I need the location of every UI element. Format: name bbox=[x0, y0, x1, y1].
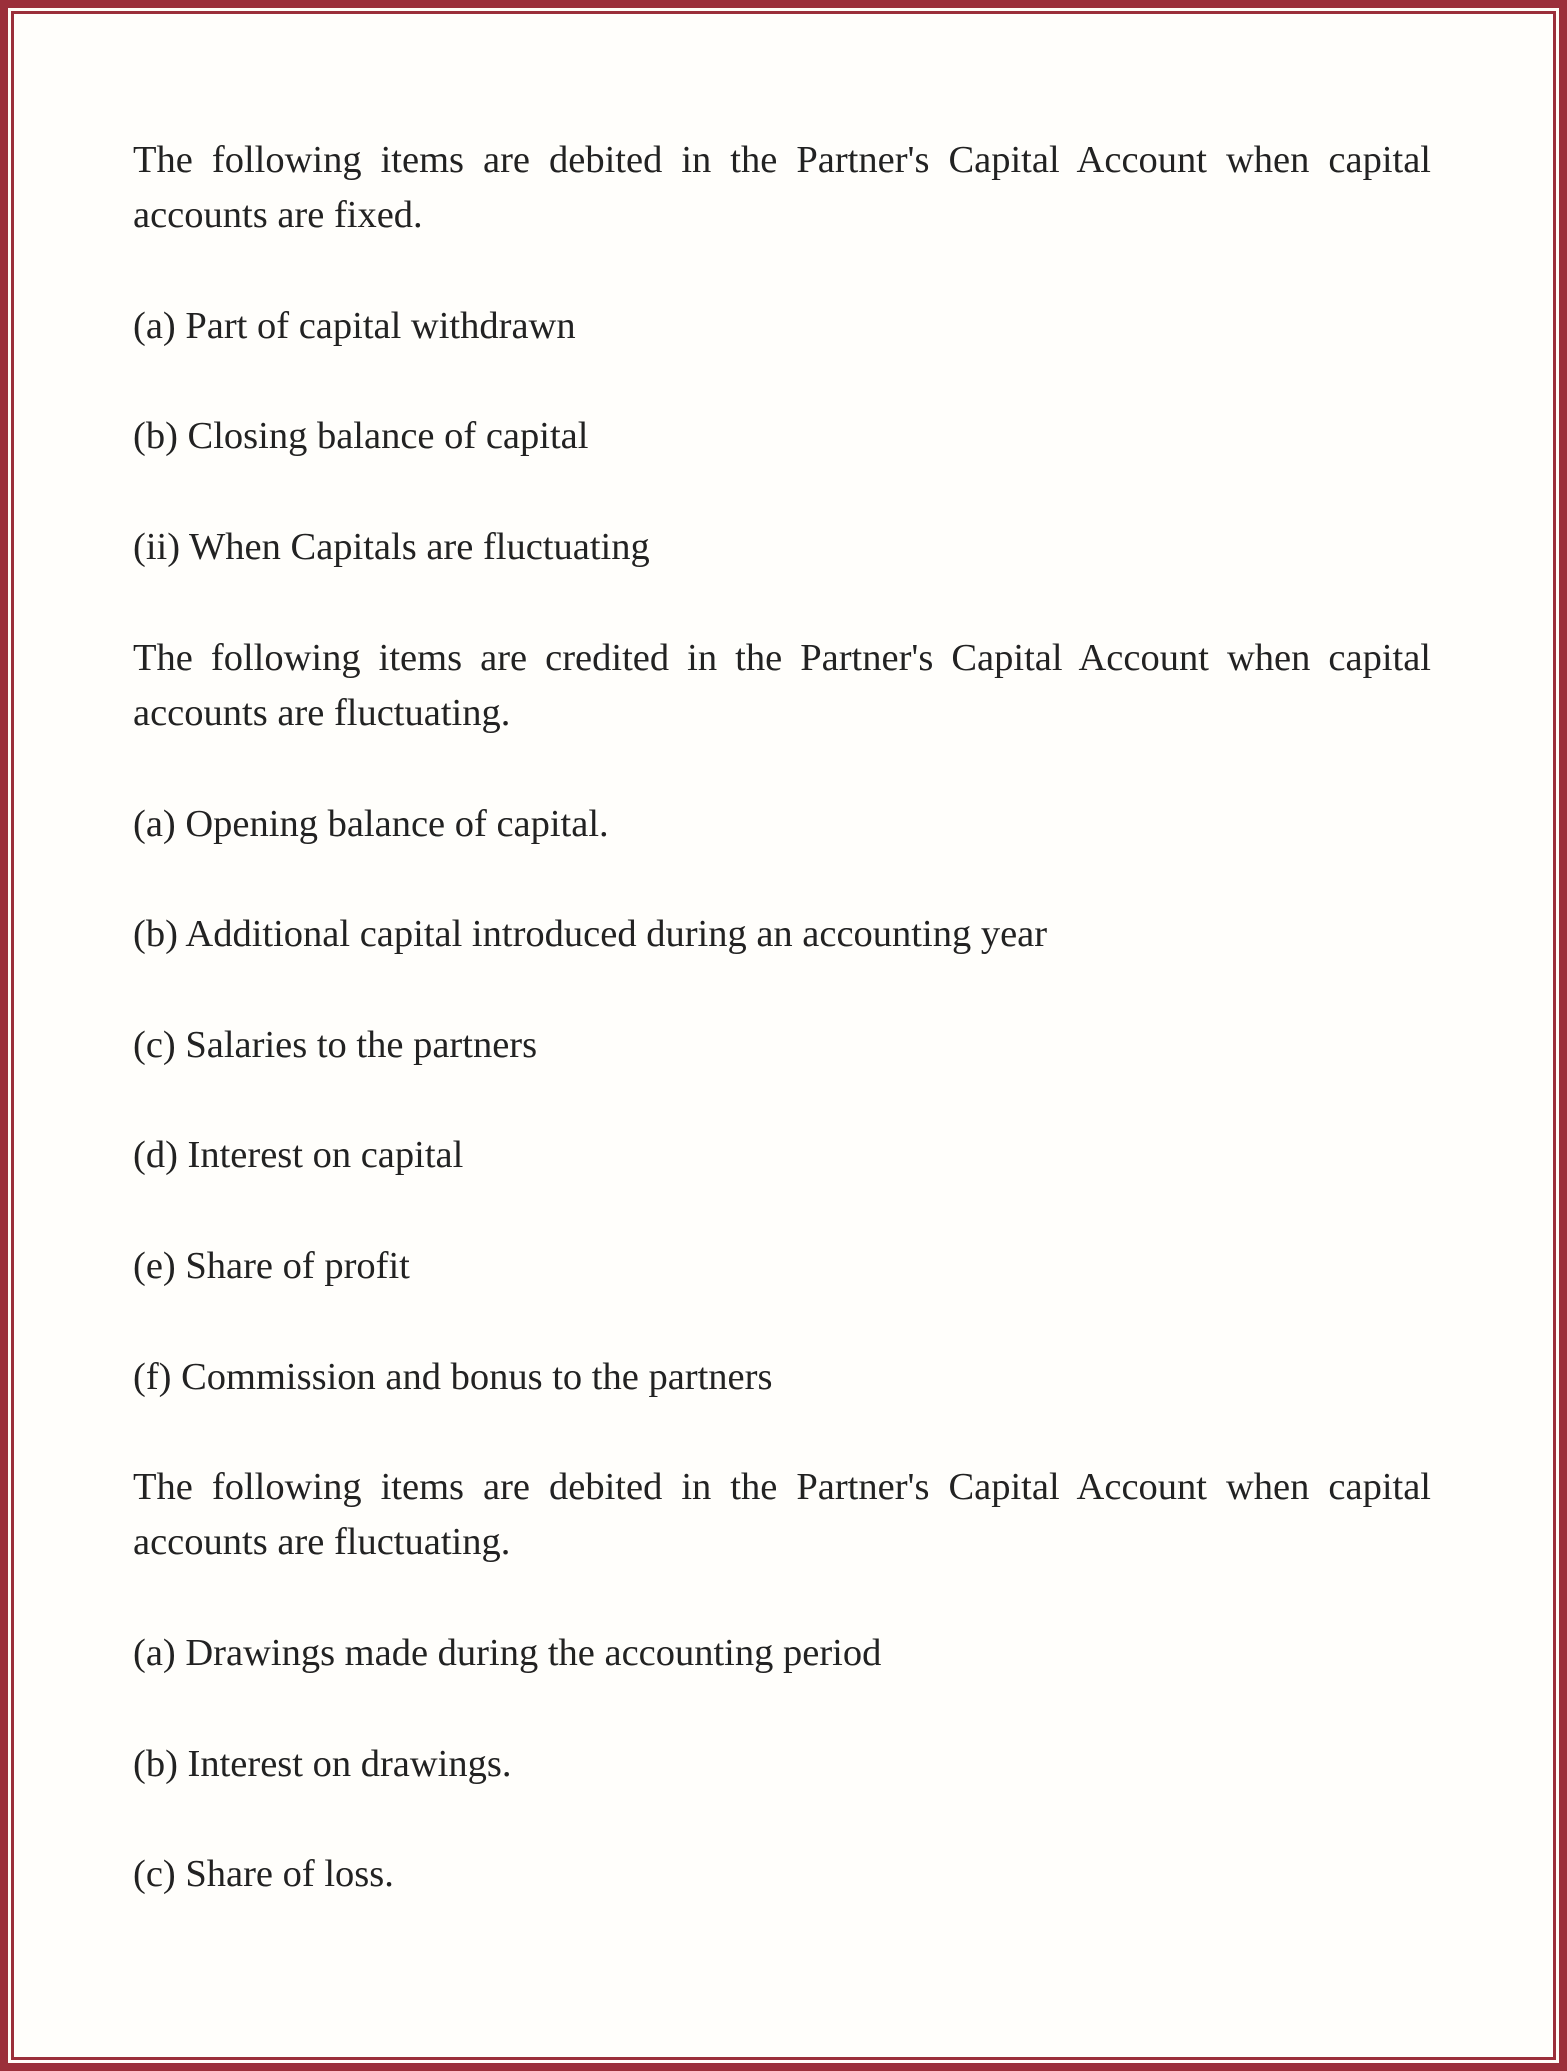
document-body bbox=[133, 133, 1431, 1958]
intro-debited-fluctuating: The following items are debited in the Partner's Capital Account when capital accounts are fluctuating. bbox=[133, 1466, 1431, 1564]
intro-debited-fixed: The following items are debited in the Partner's Capital Account when capital accounts are fixed. bbox=[133, 139, 1431, 237]
intro-credited-fluctuating: The following items are credited in the Partner's Capital Account when capital accounts are fluctuating. bbox=[133, 636, 1431, 734]
list-item: (e) Share of profit bbox=[133, 1244, 410, 1287]
list-item: (a) Part of capital withdrawn bbox=[133, 304, 576, 347]
list-item: (f) Commission and bonus to the partners bbox=[133, 1355, 773, 1398]
list-item: (a) Drawings made during the accounting period bbox=[133, 1632, 882, 1675]
list-item: (b) Interest on drawings. bbox=[133, 1742, 512, 1785]
list-item: (b) Closing balance of capital bbox=[133, 415, 589, 458]
list-item: (d) Interest on capital bbox=[133, 1134, 464, 1177]
section-heading-fluctuating: (ii) When Capitals are fluctuating bbox=[133, 526, 650, 569]
list-item: (c) Share of loss. bbox=[133, 1853, 394, 1896]
list-item: (a) Opening balance of capital. bbox=[133, 802, 609, 845]
list-item: (c) Salaries to the partners bbox=[133, 1023, 538, 1066]
list-item: (b) Additional capital introduced during an accounting year bbox=[133, 913, 1048, 956]
